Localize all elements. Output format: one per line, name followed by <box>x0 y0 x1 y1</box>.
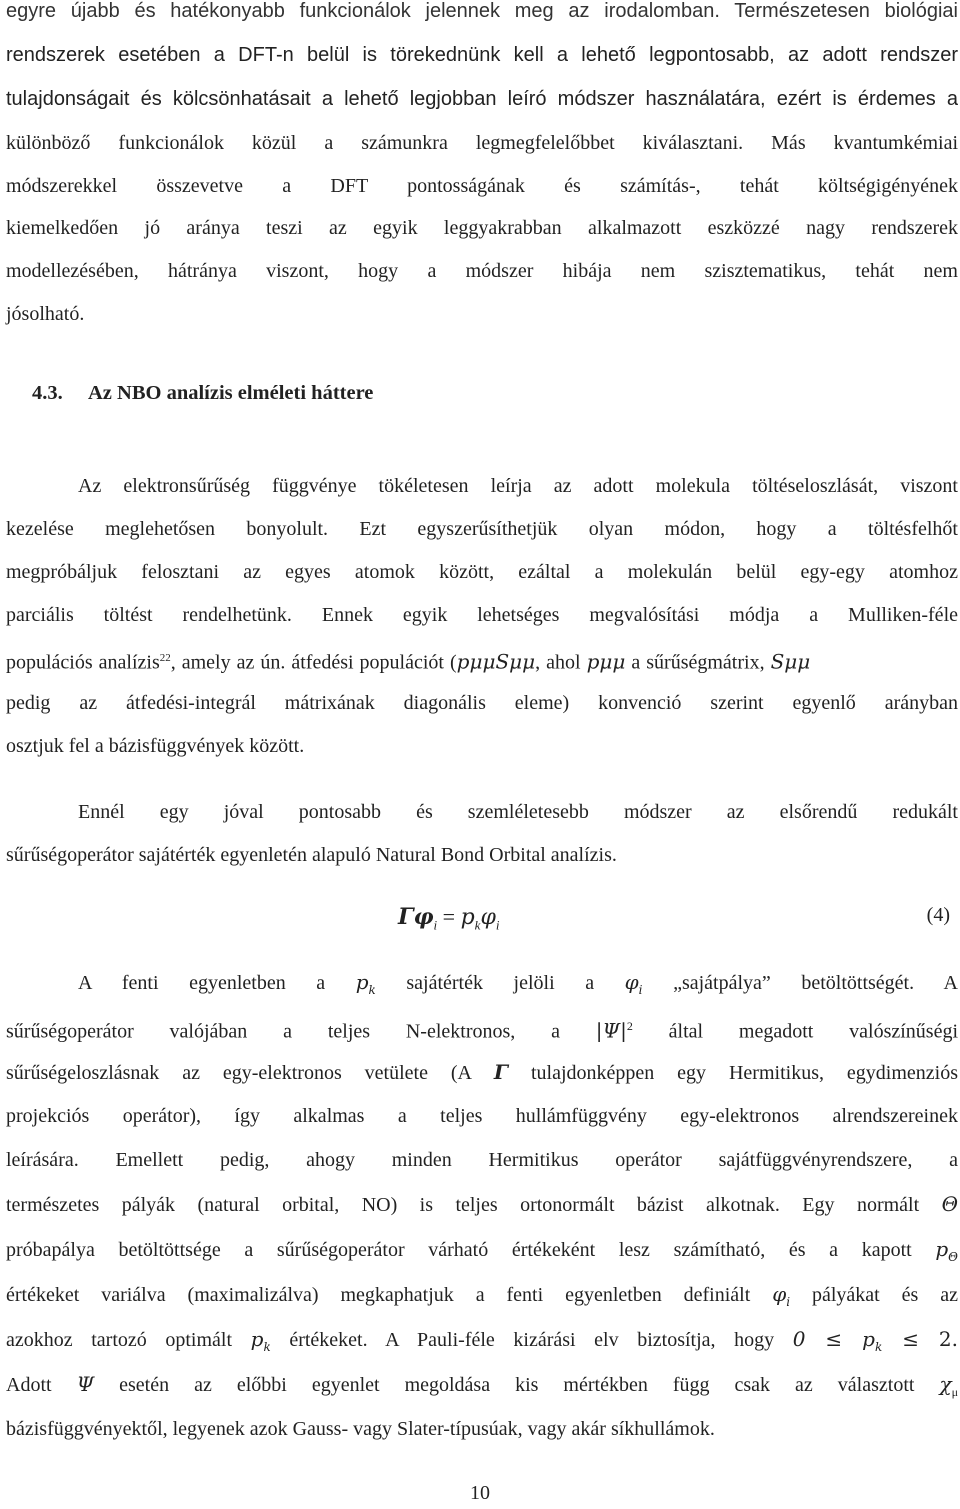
text-line-with-math <box>6 1191 958 1218</box>
math-phi: φ <box>772 1282 787 1306</box>
text-line: bázisfüggvényektől, legyenek azok Gauss- vagy Slater-típusúak, vagy akár síkhullámok. <box>6 1418 715 1440</box>
math-chi: χ <box>939 1372 952 1396</box>
math-subscript: k <box>474 917 481 933</box>
section-number: 4.3. <box>32 382 63 404</box>
text-line-with-math <box>6 1059 958 1086</box>
text-line: kiemelkedően jó aránya teszi az egyik leggyakrabban alkalmazott eszközzé nagy rendszerek <box>6 217 958 239</box>
math-subscript: μ <box>951 1385 958 1399</box>
text-span: , amely az ún. átfedési populációt ( <box>170 651 457 674</box>
text-span: sajátérték jelöli a <box>375 972 625 994</box>
text-span: tulajdonképpen egy Hermitikus, egydimenziós <box>508 1062 958 1084</box>
math-exponent: 2 <box>626 1019 633 1033</box>
text-line: projekciós operátor), így alkalmas a teljes hullámfüggvény egy-elektronos alrendszereinek <box>6 1105 958 1127</box>
citation-ref: 22 <box>159 652 171 664</box>
text-line: kezelése meglehetősen bonyolult. Ezt egyszerűsíthetjük olyan módon, hogy a töltésfelhőt <box>6 518 958 540</box>
text-line: tulajdonságait és kölcsönhatásait a lehető legjobban leíró módszer használatára, ezért is érdemes a <box>6 88 958 110</box>
text-line-with-math <box>6 1013 958 1045</box>
math-subscript: i <box>638 983 643 997</box>
text-span: , ahol <box>535 651 587 674</box>
text-span: sűrűségeloszlásnak az egy-elektronos vetülete (A <box>6 1062 494 1084</box>
math-subscript: i <box>495 917 500 933</box>
text-span: természetes pályák (natural orbital, NO) is teljes ortonormált bázist alkotnak. Egy normált <box>6 1194 942 1216</box>
text-line: osztjuk fel a bázisfüggvények között. <box>6 735 305 757</box>
text-span: a sűrűségmátrix, <box>625 651 771 674</box>
text-line-with-math <box>6 1326 958 1360</box>
page-number: 10 <box>470 1482 490 1504</box>
text-line: Az elektronsűrűség függvénye tökéletesen leírja az adott molekula töltéseloszlását, viszont <box>78 475 958 497</box>
math-density-element: pμμ <box>586 649 626 674</box>
math-p: p <box>355 970 369 994</box>
math-subscript: k <box>263 1340 271 1354</box>
text-span: A fenti egyenletben a <box>78 972 356 994</box>
text-span: esetén az előbbi egyenlet megoldása kis mértékben függ csak az választott <box>94 1374 940 1396</box>
math-subscript: i <box>433 917 438 933</box>
text-line: Ennél egy jóval pontosabb és szemléletesebb módszer az elsőrendű redukált <box>78 801 958 823</box>
text-line-with-math <box>6 1281 958 1315</box>
math-equals: = <box>437 904 461 929</box>
text-line: sűrűségoperátor sajátérték egyenletén alapuló Natural Bond Orbital analízis. <box>6 844 617 866</box>
text-line-with-math <box>6 1236 958 1270</box>
math-phi: φ <box>480 905 496 930</box>
math-gamma: Γ <box>493 1060 509 1084</box>
math-subscript: Θ <box>948 1250 958 1264</box>
math-overlap-population: pμμSμμ <box>456 649 536 674</box>
math-psi: Ψ <box>76 1372 95 1396</box>
text-line: egyre újabb és hatékonyabb funkcionálok jelennek meg az irodalomban. Természetesen biológiai <box>6 0 958 22</box>
text-span: populációs analízis <box>6 651 160 674</box>
math-p: p <box>935 1237 949 1261</box>
text-line: megpróbáljuk felosztani az egyes atomok között, ezáltal a molekulán belül egy-egy atomhoz <box>6 561 958 583</box>
text-span: „sajátpálya” betöltöttségét. A <box>642 972 958 994</box>
text-line-with-math <box>6 645 958 676</box>
math-p: p <box>250 1327 264 1351</box>
section-heading <box>32 382 373 405</box>
text-line: parciális töltést rendelhetünk. Ennek egyik lehetséges megvalósítási módja a Mulliken-féle <box>6 604 958 626</box>
text-line: jósolható. <box>6 303 85 325</box>
text-line: modellezésében, hátránya viszont, hogy a módszer hibája nem szisztematikus, tehát nem <box>6 260 958 282</box>
math-subscript: k <box>368 983 376 997</box>
text-span: Adott <box>6 1374 77 1396</box>
math-inequality: 0 ≤ p <box>792 1327 875 1351</box>
math-p: p <box>460 905 475 930</box>
text-span: sűrűségoperátor valójában a teljes N-elektronos, a <box>6 1020 596 1043</box>
text-line: pedig az átfedési-integrál mátrixának diagonális eleme) konvenció szerint egyenlő arányban <box>6 692 958 714</box>
text-span: próbapálya betöltöttsége a sűrűségoperátor várható értékeként lesz számítható, és a kapott <box>6 1239 936 1261</box>
text-span: azokhoz tartozó optimált <box>6 1329 251 1351</box>
text-span: értékeket variálva (maximalizálva) megkaphatjuk a fenti egyenletben definiált <box>6 1284 773 1306</box>
text-line: leírására. Emellett pedig, ahogy minden Hermitikus operátor sajátfüggvényrendszere, a <box>6 1149 958 1171</box>
math-theta: Θ <box>941 1192 958 1216</box>
math-psi-abs: |Ψ| <box>595 1018 627 1043</box>
text-span: által megadott valószínűségi <box>632 1020 958 1043</box>
math-gamma-phi: Γφ <box>398 904 434 930</box>
equation <box>398 904 499 933</box>
text-line: módszerekkel összevetve a DFT pontosságának és számítás-, tehát költségigényének <box>6 175 958 197</box>
text-line-with-math <box>78 969 958 1003</box>
math-phi: φ <box>624 970 639 994</box>
math-subscript: i <box>786 1295 791 1309</box>
text-span: értékeket. A Pauli-féle kizárási elv biztosítja, hogy <box>270 1329 793 1351</box>
text-line: rendszerek esetében a DFT-n belül is törekednünk kell a lehető legpontosabb, az adott rendszer <box>6 44 958 66</box>
text-line-with-math <box>6 1371 958 1405</box>
math-inequality-end: ≤ 2. <box>882 1327 959 1351</box>
math-subscript: k <box>874 1340 883 1354</box>
text-line: különböző funkcionálok közül a számunkra legmegfelelőbbet kiválasztani. Más kvantumkémiai <box>6 132 958 154</box>
equation-number: (4) <box>926 904 950 926</box>
math-overlap-element: Sμμ <box>770 649 811 674</box>
text-span: pályákat és az <box>790 1284 958 1306</box>
section-title: Az NBO analízis elméleti háttere <box>88 382 374 404</box>
